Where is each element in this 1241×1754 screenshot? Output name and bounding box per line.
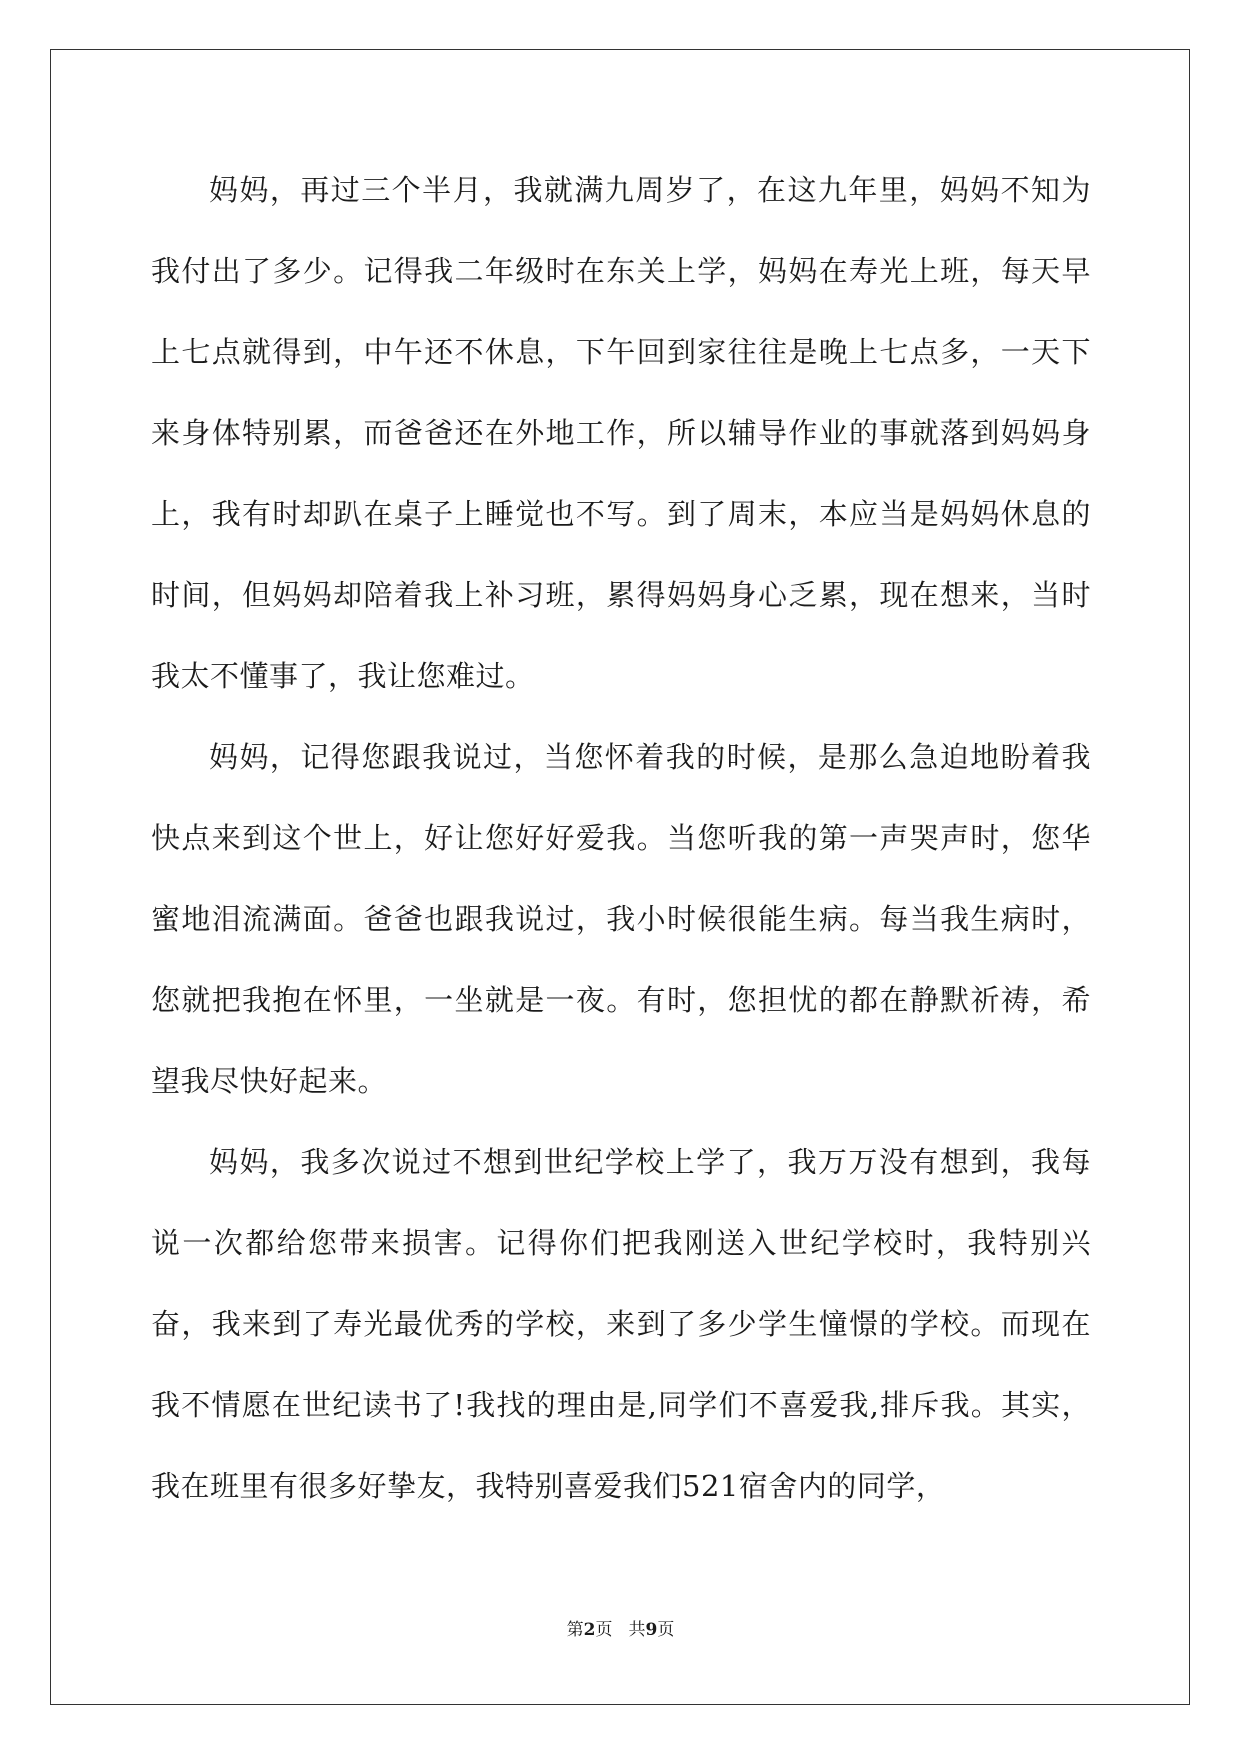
page-footer [0, 1618, 1241, 1642]
current-page-number: 2 [583, 1620, 596, 1640]
document-body [151, 150, 1091, 1527]
total-prefix: 共 [628, 1620, 646, 1640]
paragraph: 妈妈，再过三个半月，我就满九周岁了，在这九年里，妈妈不知为我付出了多少。记得我二年级时在东关上学，妈妈在寿光上班，每天早上七点就得到，中午还不休息，下午回到家往往是晚上七点多，一天下来身体特别累，而爸爸还在外地工作，所以辅导作业的事就落到妈妈身上，我有时却趴在桌子上睡觉也不写。到了周末，本应当是妈妈休息的时间，但妈妈却陪着我上补习班，累得妈妈身心乏累，现在想来，当时我太不懂事了，我让您难过。 [151, 173, 1091, 693]
paragraph: 妈妈，记得您跟我说过，当您怀着我的时候，是那么急迫地盼着我快点来到这个世上，好让您好好爱我。当您听我的第一声哭声时，您华蜜地泪流满面。爸爸也跟我说过，我小时候很能生病。每当我生病时，您就把我抱在怀里，一坐就是一夜。有时，您担忧的都在静默祈祷，希望我尽快好起来。 [151, 740, 1091, 1098]
page-prefix: 第 [566, 1620, 584, 1640]
total-suffix: 页 [657, 1620, 675, 1640]
page-suffix: 页 [595, 1620, 613, 1640]
total-page-count: 9 [645, 1620, 658, 1640]
paragraph: 妈妈，我多次说过不想到世纪学校上学了，我万万没有想到，我每说一次都给您带来损害。记得你们把我刚送入世纪学校时，我特别兴奋，我来到了寿光最优秀的学校，来到了多少学生憧憬的学校。而现在我不情愿在世纪读书了!我找的理由是,同学们不喜爱我,排斥我。其实，我在班里有很多好挚友，我特别喜爱我们521宿舍内的同学， [151, 1145, 1091, 1503]
